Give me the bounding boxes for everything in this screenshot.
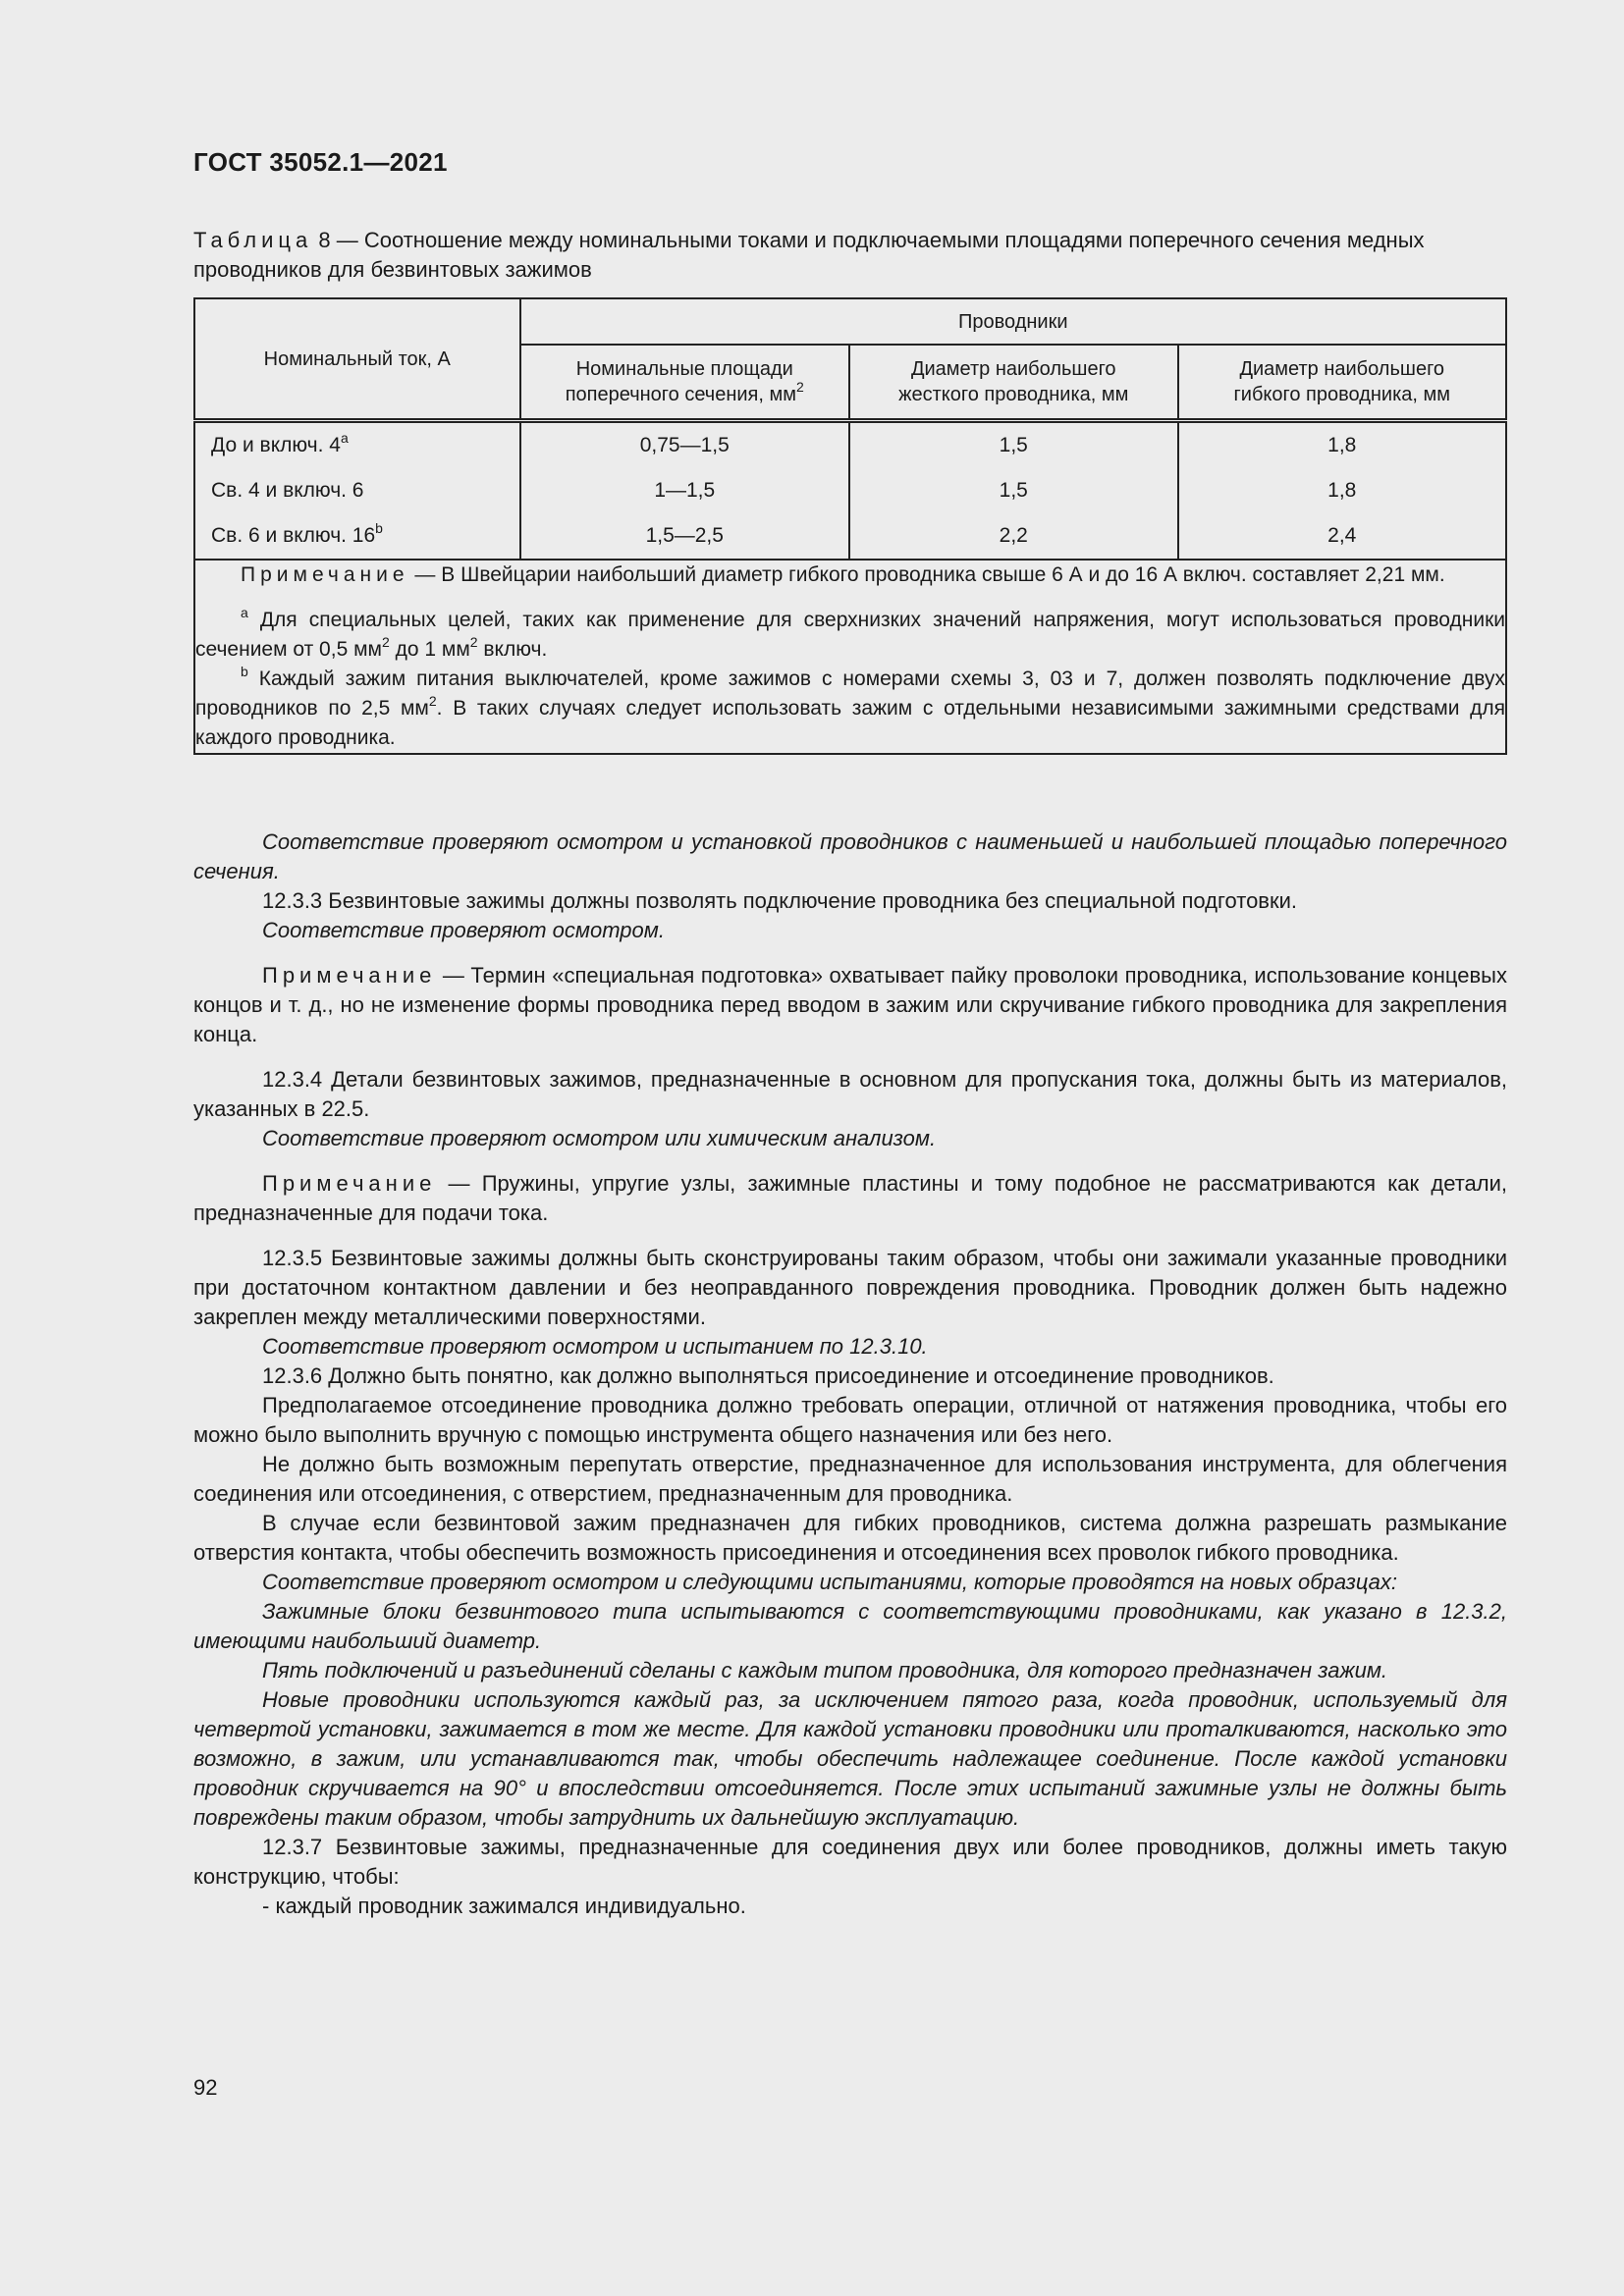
note: Примечание — Термин «специальная подготовка» охватывает пайку проволоки проводника, использование концевых концов и т. д., но не изменение формы проводника перед вводом в зажим или скручивание гибкого проводника для закрепления конца. [193, 963, 1507, 1046]
paragraph: Соответствие проверяют осмотром и испытанием по 12.3.10. [262, 1334, 928, 1359]
cell-rigid: 1,5 [849, 468, 1177, 513]
cell-current: Св. 4 и включ. 6 [194, 468, 520, 513]
footnote-a: $^a$ Для специальных целей, таких как применение для сверхнизких значений напряжения, могут использоваться проводники сечением от 0,5 $мм^2$ до 1 $мм^2$ включ. [195, 605, 1505, 661]
table-caption [193, 226, 1507, 285]
cell-area: 0,75—1,5 [520, 421, 850, 469]
table-row [194, 421, 1506, 469]
paragraph: 12.3.7 Безвинтовые зажимы, предназначенные для соединения двух или более проводников, должны иметь такую конструкцию, чтобы: [193, 1835, 1507, 1889]
paragraph: Пять подключений и разъединений сделаны с каждым типом проводника, для которого предназначен зажим. [262, 1658, 1388, 1682]
table-label: Таблица [193, 228, 313, 252]
header-rated-current: Номинальный ток, А [194, 298, 520, 421]
cell-rigid: 1,5 [849, 421, 1177, 469]
list-item: - каждый проводник зажимался индивидуально. [262, 1894, 746, 1918]
page-number: 92 [193, 2075, 218, 2100]
table-row [194, 468, 1506, 513]
table-note: Примечание — В Швейцарии наибольший диаметр гибкого проводника свыше 6 А и до 16 А включ. составляет 2,21 мм. [241, 563, 1445, 586]
paragraph: Предполагаемое отсоединение проводника должно требовать операции, отличной от натяжения проводника, чтобы его можно было выполнить вручную с помощью инструмента общего назначения или без него. [193, 1393, 1507, 1447]
paragraph: Соответствие проверяют осмотром и установкой проводников с наименьшей и наибольшей площадью поперечного сечения. [193, 829, 1507, 883]
paragraph: Соответствие проверяют осмотром и следующими испытаниями, которые проводятся на новых образцах: [262, 1570, 1397, 1594]
paragraph: 12.3.4 Детали безвинтовых зажимов, предназначенные в основном для пропускания тока, должны быть из материалов, указанных в 22.5. [193, 1067, 1507, 1121]
paragraph: 12.3.6 Должно быть понятно, как должно выполняться присоединение и отсоединение проводников. [262, 1363, 1274, 1388]
footnote-b: $^b$ Каждый зажим питания выключателей, кроме зажимов с номерами схемы 3, 03 и 7, должен позволять подключение двух проводников по 2,5 $мм^2$. В таких случаях следует использовать зажим с отдельными независимыми зажимными средствами для каждого проводника. [195, 664, 1505, 749]
cell-area: 1—1,5 [520, 468, 850, 513]
header-conductors: Проводники [520, 298, 1506, 345]
note: Примечание — Пружины, упругие узлы, зажимные пластины и тому подобное не рассматриваются как детали, предназначенные для подачи тока. [193, 1171, 1507, 1225]
cell-flexible: 1,8 [1178, 421, 1507, 469]
document-header: ГОСТ 35052.1—2021 [193, 147, 448, 177]
table-notes [194, 560, 1506, 754]
paragraph: В случае если безвинтовой зажим предназначен для гибких проводников, система должна разрешать размыкание отверстия контакта, чтобы обеспечить возможность присоединения и отсоединения всех проволок гибкого проводника. [193, 1511, 1507, 1565]
table-8 [193, 297, 1507, 755]
header-rigid-diameter: Диаметр наибольшего жесткого проводника, мм [849, 345, 1177, 421]
header-flexible-diameter: Диаметр наибольшего гибкого проводника, мм [1178, 345, 1507, 421]
cell-rigid: 2,2 [849, 513, 1177, 560]
cell-current: Св. 6 и включ. 16$^b$ [194, 513, 520, 560]
paragraph: 12.3.5 Безвинтовые зажимы должны быть сконструированы таким образом, чтобы они зажимали указанные проводники при достаточном контактном давлении и без неоправданного повреждения проводника. Проводник должен быть надежно закреплен между металлическими поверхностями. [193, 1246, 1507, 1329]
paragraph: Зажимные блоки безвинтового типа испытываются с соответствующими проводниками, как указано в 12.3.2, имеющими наибольший диаметр. [193, 1599, 1507, 1653]
cell-current: До и включ. 4$^a$ [194, 421, 520, 469]
table-caption-text: 8 — Соотношение между номинальными токами и подключаемыми площадями поперечного сечения медных проводников для безвинтовых зажимов [193, 228, 1425, 282]
paragraph: Соответствие проверяют осмотром. [262, 918, 665, 942]
paragraph: 12.3.3 Безвинтовые зажимы должны позволять подключение проводника без специальной подготовки. [262, 888, 1298, 913]
paragraph: Новые проводники используются каждый раз, за исключением пятого раза, когда проводник, используемый для четвертой установки, зажимается в том же месте. Для каждой установки проводники или проталкиваются, насколько это возможно, в зажим, или устанавливаются так, чтобы обеспечить надлежащее соединение. После каждой установки проводник скручивается на 90° и впоследствии отсоединяется. После этих испытаний зажимные узлы не должны быть повреждены таким образом, чтобы затруднить их дальнейшую эксплуатацию. [193, 1687, 1507, 1830]
cell-area: 1,5—2,5 [520, 513, 850, 560]
cell-flexible: 1,8 [1178, 468, 1507, 513]
header-area: Номинальные площади поперечного сечения, $мм^2$ [520, 345, 850, 421]
body-text [193, 828, 1507, 1921]
table-row [194, 513, 1506, 560]
cell-flexible: 2,4 [1178, 513, 1507, 560]
paragraph: Не должно быть возможным перепутать отверстие, предназначенное для использования инструмента, для облегчения соединения или отсоединения, с отверстием, предназначенным для проводника. [193, 1452, 1507, 1506]
paragraph: Соответствие проверяют осмотром или химическим анализом. [262, 1126, 937, 1150]
